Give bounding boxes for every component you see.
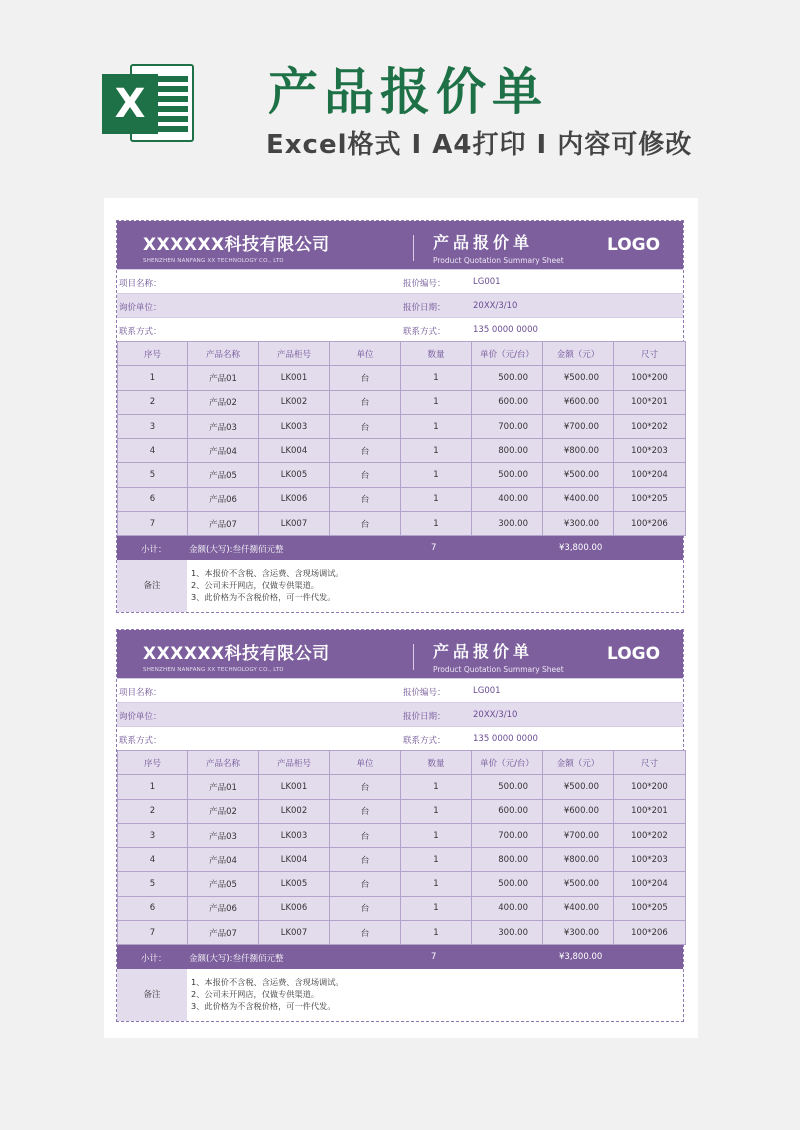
subtotal-label: 小计： — [141, 545, 167, 556]
product-name-cell[interactable]: 产品04 — [188, 439, 259, 463]
quote-date-label: 报价日期： — [403, 712, 446, 722]
unit-price-cell[interactable]: 300.00 — [472, 921, 543, 945]
company-logo: LOGO — [607, 644, 661, 664]
table-row — [118, 487, 686, 511]
remark-line: 3、此价格为不含税价格，可一件代发。 — [191, 1001, 336, 1012]
unit-price-cell[interactable]: 600.00 — [472, 799, 543, 823]
row-number-cell[interactable]: 4 — [118, 439, 188, 463]
quantity-cell[interactable]: 1 — [401, 414, 472, 438]
product-name-cell[interactable]: 产品01 — [188, 775, 259, 799]
excel-letter: X — [102, 74, 158, 134]
row-number-cell[interactable]: 3 — [118, 414, 188, 438]
info-row — [117, 726, 683, 750]
row-number-cell[interactable]: 7 — [118, 512, 188, 536]
size-cell[interactable]: 100*205 — [614, 896, 686, 920]
remarks-text[interactable] — [191, 567, 344, 603]
total-quantity[interactable]: 7 — [431, 952, 437, 963]
column-header: 产品柜号 — [259, 342, 330, 366]
row-number-cell[interactable]: 3 — [118, 823, 188, 847]
quantity-cell[interactable]: 1 — [401, 512, 472, 536]
quote-number-label: 报价编号： — [403, 279, 446, 289]
unit-price-cell[interactable]: 500.00 — [472, 366, 543, 390]
size-cell[interactable]: 100*201 — [614, 390, 686, 414]
row-number-cell[interactable]: 6 — [118, 896, 188, 920]
row-number-cell[interactable]: 7 — [118, 921, 188, 945]
unit-cell[interactable]: 台 — [330, 799, 401, 823]
quantity-cell[interactable]: 1 — [401, 896, 472, 920]
inquiry-unit-label: 询价单位： — [119, 712, 162, 722]
quote-date-value[interactable]: 20XX/3/10 — [473, 301, 518, 311]
amount-in-words[interactable]: 金额(大写):叁仟捌佰元整 — [189, 545, 284, 556]
total-amount[interactable]: ¥3,800.00 — [559, 543, 603, 554]
unit-cell[interactable]: 台 — [330, 775, 401, 799]
info-row — [117, 678, 683, 702]
size-cell[interactable]: 100*203 — [614, 439, 686, 463]
product-name-cell[interactable]: 产品06 — [188, 487, 259, 511]
amount-cell[interactable]: ¥400.00 — [543, 487, 614, 511]
info-row — [117, 293, 683, 317]
remark-line: 2、公司未开网店，仅做专供渠道。 — [191, 580, 320, 591]
items-table — [117, 750, 686, 945]
quote-number-value[interactable]: LG001 — [473, 277, 501, 287]
items-table — [117, 341, 686, 536]
unit-price-cell[interactable]: 300.00 — [472, 512, 543, 536]
product-name-cell[interactable]: 产品05 — [188, 872, 259, 896]
table-row — [118, 463, 686, 487]
unit-price-cell[interactable]: 800.00 — [472, 439, 543, 463]
size-cell[interactable]: 100*203 — [614, 848, 686, 872]
product-name-cell[interactable]: 产品07 — [188, 512, 259, 536]
product-code-cell[interactable]: LK006 — [259, 487, 330, 511]
total-amount[interactable]: ¥3,800.00 — [559, 952, 603, 963]
unit-price-cell[interactable]: 800.00 — [472, 848, 543, 872]
product-name-cell[interactable]: 产品02 — [188, 799, 259, 823]
amount-cell[interactable]: ¥500.00 — [543, 366, 614, 390]
product-code-cell[interactable]: LK001 — [259, 366, 330, 390]
remark-line: 1、本报价不含税、含运费、含现场调试。 — [191, 568, 344, 579]
page-title: 产品报价单 — [268, 63, 548, 121]
amount-cell[interactable]: ¥300.00 — [543, 921, 614, 945]
unit-price-cell[interactable]: 600.00 — [472, 390, 543, 414]
column-header: 单价（元/台） — [472, 342, 543, 366]
amount-cell[interactable]: ¥500.00 — [543, 463, 614, 487]
company-name-en: SHENZHEN NANFANG XX TECHNOLOGY CO., LTD — [143, 667, 284, 673]
size-cell[interactable]: 100*204 — [614, 463, 686, 487]
column-header: 尺寸 — [614, 751, 686, 775]
table-header-row — [118, 751, 686, 775]
doc-title-en: Product Quotation Summary Sheet — [433, 665, 564, 674]
remark-line: 2、公司未开网店，仅做专供渠道。 — [191, 989, 320, 1000]
doc-title-en: Product Quotation Summary Sheet — [433, 256, 564, 265]
banner-divider — [413, 235, 414, 261]
amount-cell[interactable]: ¥700.00 — [543, 414, 614, 438]
column-header: 序号 — [118, 342, 188, 366]
column-header: 序号 — [118, 751, 188, 775]
quantity-cell[interactable]: 1 — [401, 848, 472, 872]
unit-price-cell[interactable]: 700.00 — [472, 823, 543, 847]
sheet-banner — [117, 630, 683, 678]
quantity-cell[interactable]: 1 — [401, 390, 472, 414]
size-cell[interactable]: 100*201 — [614, 799, 686, 823]
quantity-cell[interactable]: 1 — [401, 921, 472, 945]
product-code-cell[interactable]: LK003 — [259, 823, 330, 847]
table-row — [118, 414, 686, 438]
column-header: 金额（元） — [543, 751, 614, 775]
quote-number-label: 报价编号： — [403, 688, 446, 698]
table-row — [118, 439, 686, 463]
column-header: 数量 — [401, 751, 472, 775]
contact-label: 联系方式： — [119, 736, 162, 746]
contact-label-right: 联系方式： — [403, 327, 446, 337]
column-header: 产品名称 — [188, 342, 259, 366]
info-row — [117, 269, 683, 293]
unit-cell[interactable]: 台 — [330, 823, 401, 847]
project-name-label: 项目名称： — [119, 688, 162, 698]
column-header: 数量 — [401, 342, 472, 366]
table-row — [118, 775, 686, 799]
quotation-sheet — [116, 220, 684, 613]
unit-price-cell[interactable]: 400.00 — [472, 487, 543, 511]
subtotal-row — [117, 945, 683, 969]
table-row — [118, 799, 686, 823]
unit-cell[interactable]: 台 — [330, 487, 401, 511]
table-row — [118, 872, 686, 896]
quantity-cell[interactable]: 1 — [401, 463, 472, 487]
page-subtitle: Excel格式 I A4打印 I 内容可修改 — [266, 130, 693, 160]
row-number-cell[interactable]: 4 — [118, 848, 188, 872]
row-number-cell[interactable]: 5 — [118, 872, 188, 896]
quantity-cell[interactable]: 1 — [401, 439, 472, 463]
contact-value[interactable]: 135 0000 0000 — [473, 734, 538, 744]
doc-title: 产品报价单 — [433, 642, 534, 661]
size-cell[interactable]: 100*205 — [614, 487, 686, 511]
quotation-sheet — [116, 629, 684, 1022]
table-row — [118, 896, 686, 920]
product-code-cell[interactable]: LK005 — [259, 872, 330, 896]
row-number-cell[interactable]: 6 — [118, 487, 188, 511]
product-code-cell[interactable]: LK003 — [259, 414, 330, 438]
product-name-cell[interactable]: 产品02 — [188, 390, 259, 414]
size-cell[interactable]: 100*200 — [614, 366, 686, 390]
company-name-en: SHENZHEN NANFANG XX TECHNOLOGY CO., LTD — [143, 258, 284, 264]
product-code-cell[interactable]: LK006 — [259, 896, 330, 920]
unit-cell[interactable]: 台 — [330, 390, 401, 414]
unit-price-cell[interactable]: 500.00 — [472, 463, 543, 487]
amount-cell[interactable]: ¥300.00 — [543, 512, 614, 536]
column-header: 单位 — [330, 342, 401, 366]
total-quantity[interactable]: 7 — [431, 543, 437, 554]
product-name-cell[interactable]: 产品07 — [188, 921, 259, 945]
amount-cell[interactable]: ¥600.00 — [543, 390, 614, 414]
info-row — [117, 317, 683, 341]
quote-number-value[interactable]: LG001 — [473, 686, 501, 696]
amount-cell[interactable]: ¥700.00 — [543, 823, 614, 847]
quote-date-label: 报价日期： — [403, 303, 446, 313]
unit-price-cell[interactable]: 500.00 — [472, 775, 543, 799]
product-name-cell[interactable]: 产品03 — [188, 414, 259, 438]
table-row — [118, 848, 686, 872]
product-code-cell[interactable]: LK002 — [259, 390, 330, 414]
column-header: 金额（元） — [543, 342, 614, 366]
row-number-cell[interactable]: 1 — [118, 775, 188, 799]
row-number-cell[interactable]: 2 — [118, 390, 188, 414]
amount-cell[interactable]: ¥400.00 — [543, 896, 614, 920]
table-header-row — [118, 342, 686, 366]
product-code-cell[interactable]: LK001 — [259, 775, 330, 799]
unit-cell[interactable]: 台 — [330, 463, 401, 487]
info-row — [117, 702, 683, 726]
unit-cell[interactable]: 台 — [330, 848, 401, 872]
size-cell[interactable]: 100*204 — [614, 872, 686, 896]
row-number-cell[interactable]: 2 — [118, 799, 188, 823]
unit-cell[interactable]: 台 — [330, 414, 401, 438]
contact-value[interactable]: 135 0000 0000 — [473, 325, 538, 335]
remarks-text[interactable] — [191, 976, 344, 1012]
table-row — [118, 366, 686, 390]
project-name-label: 项目名称： — [119, 279, 162, 289]
quantity-cell[interactable]: 1 — [401, 366, 472, 390]
subtotal-label: 小计： — [141, 954, 167, 965]
size-cell[interactable]: 100*200 — [614, 775, 686, 799]
remarks-section — [117, 969, 683, 1021]
column-header: 产品名称 — [188, 751, 259, 775]
product-name-cell[interactable]: 产品01 — [188, 366, 259, 390]
company-name: XXXXXX科技有限公司 — [143, 235, 330, 255]
unit-price-cell[interactable]: 400.00 — [472, 896, 543, 920]
amount-cell[interactable]: ¥800.00 — [543, 848, 614, 872]
size-cell[interactable]: 100*206 — [614, 921, 686, 945]
table-row — [118, 823, 686, 847]
table-row — [118, 921, 686, 945]
product-name-cell[interactable]: 产品03 — [188, 823, 259, 847]
table-row — [118, 512, 686, 536]
product-code-cell[interactable]: LK004 — [259, 848, 330, 872]
amount-in-words[interactable]: 金额(大写):叁仟捌佰元整 — [189, 954, 284, 965]
product-code-cell[interactable]: LK002 — [259, 799, 330, 823]
quantity-cell[interactable]: 1 — [401, 775, 472, 799]
unit-cell[interactable]: 台 — [330, 512, 401, 536]
company-name: XXXXXX科技有限公司 — [143, 644, 330, 664]
remarks-label: 备注 — [117, 969, 187, 1021]
remarks-section — [117, 560, 683, 612]
table-row — [118, 390, 686, 414]
unit-cell[interactable]: 台 — [330, 366, 401, 390]
product-code-cell[interactable]: LK007 — [259, 921, 330, 945]
size-cell[interactable]: 100*206 — [614, 512, 686, 536]
row-number-cell[interactable]: 5 — [118, 463, 188, 487]
subtotal-row — [117, 536, 683, 560]
remark-line: 1、本报价不含税、含运费、含现场调试。 — [191, 977, 344, 988]
remark-line: 3、此价格为不含税价格，可一件代发。 — [191, 592, 336, 603]
remarks-label: 备注 — [117, 560, 187, 612]
unit-price-cell[interactable]: 500.00 — [472, 872, 543, 896]
row-number-cell[interactable]: 1 — [118, 366, 188, 390]
unit-cell[interactable]: 台 — [330, 872, 401, 896]
column-header: 尺寸 — [614, 342, 686, 366]
quantity-cell[interactable]: 1 — [401, 799, 472, 823]
unit-cell[interactable]: 台 — [330, 439, 401, 463]
unit-cell[interactable]: 台 — [330, 921, 401, 945]
unit-price-cell[interactable]: 700.00 — [472, 414, 543, 438]
quantity-cell[interactable]: 1 — [401, 823, 472, 847]
sheet-banner — [117, 221, 683, 269]
banner-divider — [413, 644, 414, 670]
product-code-cell[interactable]: LK004 — [259, 439, 330, 463]
unit-cell[interactable]: 台 — [330, 896, 401, 920]
product-name-cell[interactable]: 产品04 — [188, 848, 259, 872]
column-header: 产品柜号 — [259, 751, 330, 775]
product-code-cell[interactable]: LK005 — [259, 463, 330, 487]
quantity-cell[interactable]: 1 — [401, 487, 472, 511]
product-name-cell[interactable]: 产品06 — [188, 896, 259, 920]
quote-date-value[interactable]: 20XX/3/10 — [473, 710, 518, 720]
inquiry-unit-label: 询价单位： — [119, 303, 162, 313]
contact-label-right: 联系方式： — [403, 736, 446, 746]
contact-label: 联系方式： — [119, 327, 162, 337]
top-header — [0, 0, 800, 190]
size-cell[interactable]: 100*202 — [614, 414, 686, 438]
amount-cell[interactable]: ¥600.00 — [543, 799, 614, 823]
size-cell[interactable]: 100*202 — [614, 823, 686, 847]
excel-icon — [102, 60, 196, 146]
product-code-cell[interactable]: LK007 — [259, 512, 330, 536]
doc-title: 产品报价单 — [433, 233, 534, 252]
column-header: 单价（元/台） — [472, 751, 543, 775]
amount-cell[interactable]: ¥500.00 — [543, 775, 614, 799]
company-logo: LOGO — [607, 235, 661, 255]
quantity-cell[interactable]: 1 — [401, 872, 472, 896]
column-header: 单位 — [330, 751, 401, 775]
amount-cell[interactable]: ¥500.00 — [543, 872, 614, 896]
amount-cell[interactable]: ¥800.00 — [543, 439, 614, 463]
document-page — [104, 198, 698, 1038]
product-name-cell[interactable]: 产品05 — [188, 463, 259, 487]
